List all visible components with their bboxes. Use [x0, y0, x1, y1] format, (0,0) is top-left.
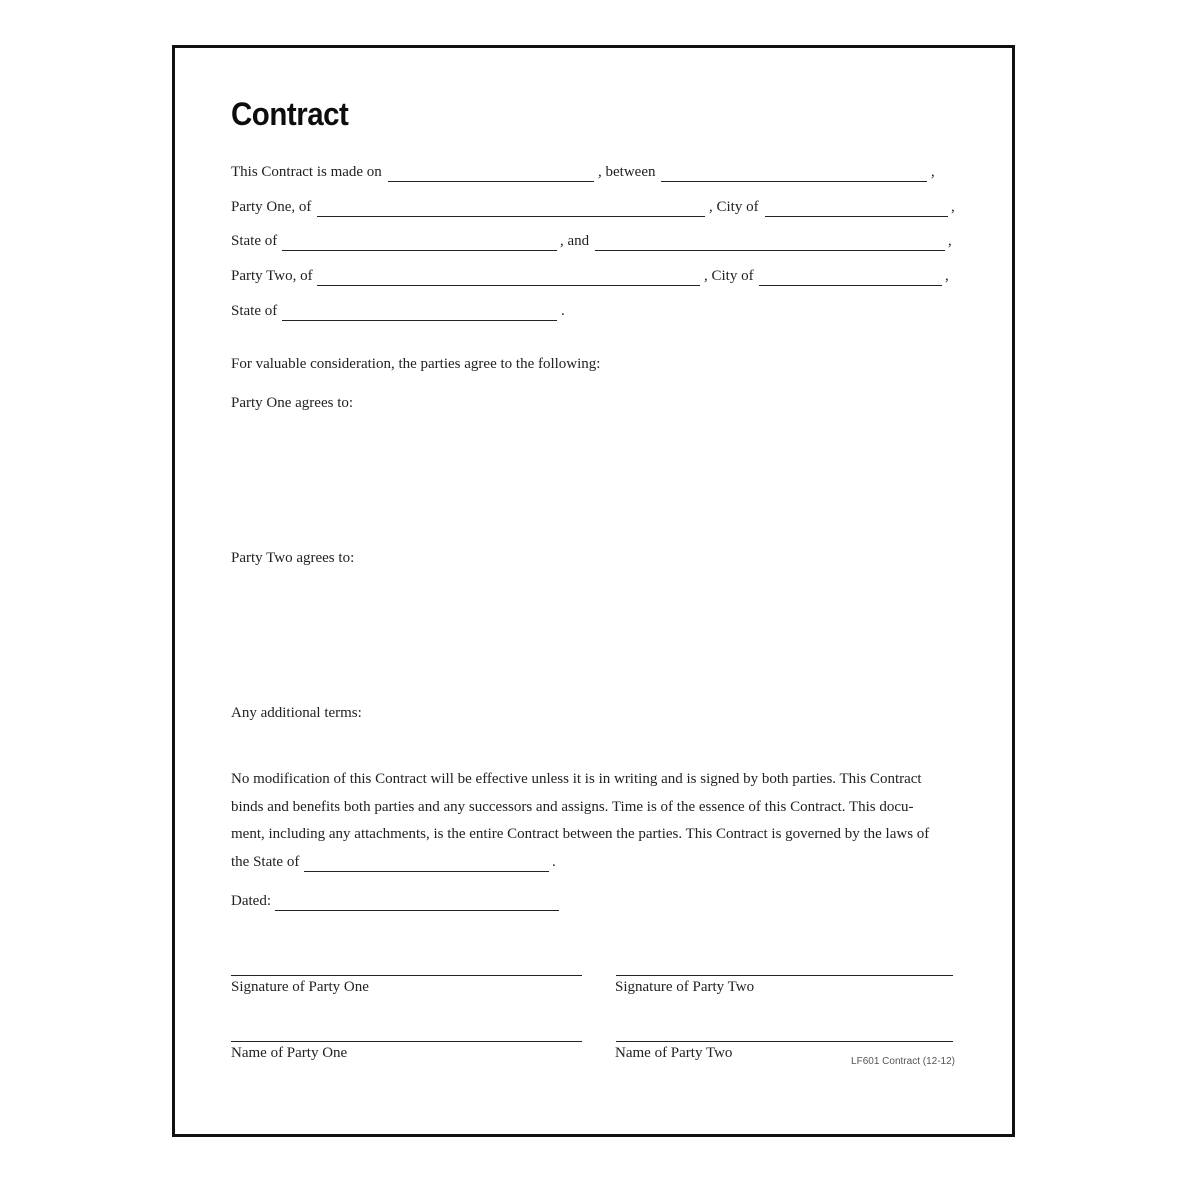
page-title: Contract — [231, 96, 349, 132]
dated-label: Dated: — [231, 893, 271, 909]
additional-terms-label: Any additional terms: — [231, 705, 362, 721]
name-party-one-label: Name of Party One — [231, 1045, 348, 1061]
period-punctuation: . — [552, 854, 556, 870]
between-label: , between — [598, 164, 656, 180]
signature-party-two-label: Signature of Party Two — [615, 979, 755, 995]
name-party-two-label: Name of Party Two — [615, 1045, 733, 1061]
party-one-address-blank[interactable] — [317, 216, 705, 217]
dated-blank[interactable] — [275, 910, 559, 911]
city-of-label: , City of — [704, 268, 754, 284]
party-two-name-blank[interactable] — [595, 250, 945, 251]
paragraph-line: binds and benefits both parties and any successors and assigns. Time is of the essence of this Contract. This docu- — [231, 798, 914, 815]
party-one-name-blank[interactable] — [661, 181, 927, 182]
comma-punctuation: , — [951, 199, 955, 215]
consideration-text: For valuable consideration, the parties agree to the following: — [231, 356, 601, 372]
paragraph-line: No modification of this Contract will be effective unless it is in writing and is signed by both parties. This Contract — [231, 771, 922, 787]
party-one-terms-area[interactable] — [231, 420, 956, 545]
governing-state-label: the State of — [231, 854, 300, 870]
contract-date-blank[interactable] — [388, 181, 594, 182]
party-one-agrees-label: Party One agrees to: — [231, 395, 354, 411]
legal-paragraph — [231, 766, 956, 849]
party-two-city-blank[interactable] — [759, 285, 942, 286]
party-one-city-blank[interactable] — [765, 216, 948, 217]
governing-state-blank[interactable] — [304, 871, 549, 872]
party-two-of-label: Party Two, of — [231, 268, 313, 284]
state-of-label: State of — [231, 233, 278, 249]
party-one-state-blank[interactable] — [282, 250, 557, 251]
period-punctuation: . — [561, 303, 565, 319]
party-one-of-label: Party One, of — [231, 199, 312, 215]
state-of-label: State of — [231, 303, 278, 319]
signature-party-one-line[interactable] — [231, 975, 582, 976]
additional-terms-area[interactable] — [231, 728, 956, 766]
form-code: LF601 Contract (12-12) — [851, 1056, 955, 1067]
party-two-address-blank[interactable] — [317, 285, 700, 286]
comma-punctuation: , — [931, 164, 935, 180]
comma-punctuation: , — [948, 233, 952, 249]
party-two-agrees-label: Party Two agrees to: — [231, 550, 355, 566]
party-two-terms-area[interactable] — [231, 575, 956, 700]
made-on-label: This Contract is made on — [231, 164, 382, 180]
name-party-two-line[interactable] — [616, 1041, 953, 1042]
and-label: , and — [560, 233, 590, 249]
signature-party-one-label: Signature of Party One — [231, 979, 369, 995]
party-two-state-blank[interactable] — [282, 320, 557, 321]
city-of-label: , City of — [709, 199, 759, 215]
signature-party-two-line[interactable] — [616, 975, 953, 976]
comma-punctuation: , — [945, 268, 949, 284]
name-party-one-line[interactable] — [231, 1041, 582, 1042]
paragraph-line: ment, including any attachments, is the entire Contract between the parties. This Contract is governed by the laws of — [231, 826, 930, 842]
